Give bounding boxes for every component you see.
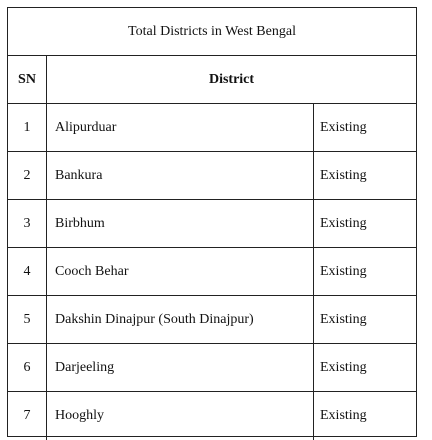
row-district: Darjeeling [47, 344, 314, 391]
table-body [8, 104, 416, 440]
row-status: Existing [320, 119, 367, 135]
row-status: Existing [320, 408, 367, 423]
row-sn: 5 [8, 296, 47, 343]
row-district: Cooch Behar [47, 248, 314, 295]
table-row [8, 344, 416, 392]
header-sn: SN [8, 56, 47, 103]
row-sn: 7 [8, 392, 47, 440]
table-row [8, 104, 416, 152]
row-sn: 1 [8, 104, 47, 151]
row-district: Birbhum [47, 200, 314, 247]
table-header-row [8, 56, 416, 104]
row-status: Existing [320, 359, 367, 375]
table-row [8, 200, 416, 248]
table-row [8, 296, 416, 344]
table-row [8, 248, 416, 296]
districts-table [7, 7, 417, 437]
table-row [8, 392, 416, 440]
row-district: Bankura [47, 152, 314, 199]
row-status: Existing [320, 215, 367, 231]
row-district: Hooghly [47, 392, 314, 440]
row-district: Dakshin Dinajpur (South Dinajpur) [47, 296, 314, 343]
row-sn: 6 [8, 344, 47, 391]
row-status: Existing [320, 167, 367, 183]
table-row [8, 152, 416, 200]
header-district: District [208, 71, 255, 87]
row-sn: 2 [8, 152, 47, 199]
row-sn: 4 [8, 248, 47, 295]
row-sn: 3 [8, 200, 47, 247]
row-status: Existing [320, 263, 367, 279]
row-district: Alipurduar [47, 104, 314, 151]
table-title: Total Districts in West Bengal [8, 8, 416, 56]
row-status: Existing [320, 311, 367, 327]
